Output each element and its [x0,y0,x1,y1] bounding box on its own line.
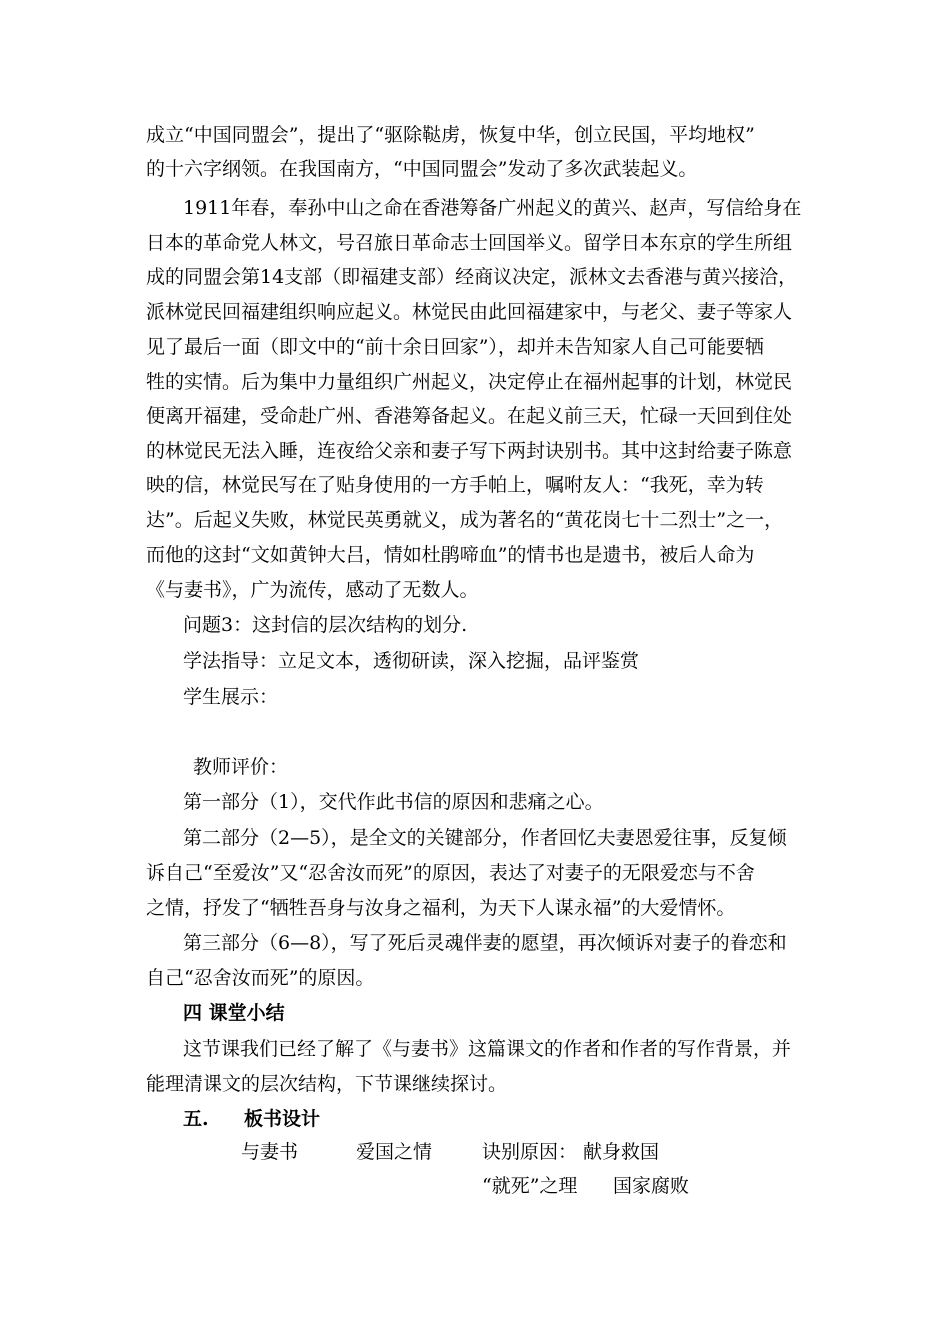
question-line: 问题3：这封信的层次结构的划分. [183,614,468,636]
paragraph-line: 牲的实情。后为集中力量组织广州起义，决定停止在福州起事的计划，林觉民 [146,371,793,393]
paragraph-line: 《与妻书》，广为流传，感动了无数人。 [146,579,479,601]
paragraph-line: 能理清课文的层次结构，下节课继续探讨。 [146,1073,508,1095]
paragraph-line: 的林觉民无法入睡，连夜给父亲和妻子写下两封诀别书。其中这封给妻子陈意 [146,440,793,462]
part-one-line: 第一部分（1），交代作此书信的原因和悲痛之心。 [183,791,604,813]
paragraph-line: 成立“中国同盟会”，提出了“驱除鞑虏，恢复中华，创立民国，平均地权” [146,124,755,146]
board-item: 诀别原因： [482,1141,578,1163]
paragraph-line: 而他的这封“文如黄钟大吕，情如杜鹃啼血”的情书也是遗书，被后人命为 [146,544,755,566]
paragraph-line: 成的同盟会第14支部（即福建支部）经商议决定，派林文去香港与黄兴接洽， [146,266,798,288]
section-heading: 板书设计 [244,1108,321,1130]
paragraph-line: 之情，抒发了“牺牲吾身与汝身之福利，为天下人谋永福”的大爱情怀。 [146,897,736,919]
paragraph-line: 便离开福建，受命赴广州、香港筹备起义。在起义前三天，忙碌一天回到住处 [146,405,793,427]
teacher-eval-label: 教师评价： [193,756,289,778]
paragraph-line: 见了最后一面（即文中的“前十余日回家”），却并未告知家人自己可能要牺 [146,336,764,358]
paragraph-line: 1911年春，奉孙中山之命在香港筹备广州起义的黄兴、赵声，写信给身在 [183,197,802,219]
board-item: 爱国之情 [356,1141,433,1163]
board-item: “就死”之理 [482,1175,578,1197]
paragraph-line: 这节课我们已经了解了《与妻书》这篇课文的作者和作者的写作背景，并 [183,1038,792,1060]
board-title: 与妻书 [241,1141,299,1163]
paragraph-line: 映的信，林觉民写在了贴身使用的一方手帕上，嘱咐友人：“我死，幸为转 [146,474,764,496]
paragraph-line: 派林觉民回福建组织响应起义。林觉民由此回福建家中，与老父、妻子等家人 [146,301,793,323]
paragraph-line: 的十六字纲领。在我国南方，“中国同盟会”发动了多次武装起义。 [146,158,698,180]
student-show-label: 学生展示： [183,686,279,708]
section-heading: 四 课堂小结 [183,1002,285,1024]
section-number: 五. [183,1108,209,1130]
paragraph-line: 自己“忍舍汝而死”的原因。 [146,967,375,989]
board-item: 国家腐败 [613,1175,690,1197]
paragraph-line: 诉自己“至爱汝”又“忍舍汝而死”的原因，表达了对妻子的无限爱恋与不舍 [146,862,755,884]
board-item: 献身救国 [583,1141,660,1163]
paragraph-line: 第二部分（2—5），是全文的关键部分，作者回忆夫妻恩爱往事，反复倾 [183,827,787,849]
guide-line: 学法指导：立足文本，透彻研读，深入挖掘，品评鉴赏 [183,650,640,672]
paragraph-line: 日本的革命党人林文，号召旅日革命志士回国举义。留学日本东京的学生所组 [146,232,793,254]
paragraph-line: 达”。后起义失败，林觉民英勇就义，成为著名的“黄花岗七十二烈士”之一， [146,509,784,531]
paragraph-line: 第三部分（6—8），写了死后灵魂伴妻的愿望，再次倾诉对妻子的眷恋和 [183,932,787,954]
